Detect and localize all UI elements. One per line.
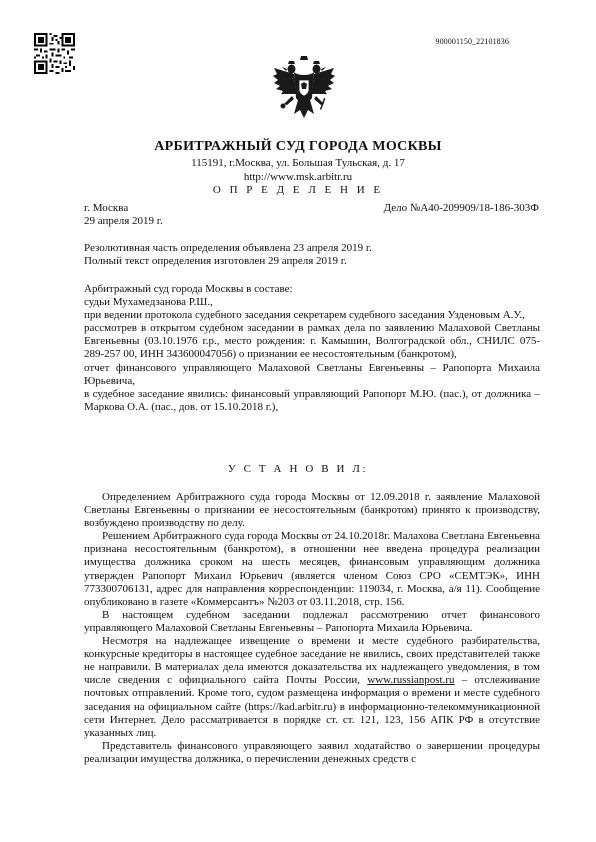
composition-paragraph: отчет финансового управляющего Малаховой Светланы Евгеньевны – Рапопорта Михаила Юрьевича,	[84, 361, 540, 387]
composition-paragraph: судьи Мухамедзанова Р.Ш.,	[84, 296, 213, 309]
document-type-title: О П Р Е Д Е Л Е Н И Е	[212, 184, 384, 196]
composition-paragraph: рассмотрев в открытом судебном заседании в рамках дела по заявлению Малаховой Светланы Евгеньевны (03.10.1976 г.р., место рождения: г. Камышин, Волгоградской обл., СНИЛС 075- 289-257 00, ИНН 343600047056) о признании ее несостоятельным (банкротом),	[84, 322, 540, 361]
court-composition-section	[84, 283, 540, 414]
paragraph-text: Несмотря на надлежащее извещение о времени и месте судебного разбирательства, конкурсные кредиторы в настоящее судебное заседание не явились, своих представителей также не направили. В материалах дела имеются доказательства их надлежащего уведомления, в том числе сведения с официального сайта Почты России,	[84, 635, 540, 687]
court-address: 115191, г.Москва, ул. Большая Тульская, д. 17	[191, 157, 405, 169]
resolution-announced-line: Резолютивная часть определения объявлена 23 апреля 2019 г.	[84, 242, 372, 254]
paragraph-text: – отслеживание почтовых отправлений. Кроме того, судом размещена информация о времени и месте судебного заседания на официальном сайте (https://kad.arbitr.ru) в информационно-телекоммуникационной сети Интернет. Дело рассматривается в порядке ст. ст. 121, 123, 156 АПК РФ в отсутствие указанных лиц.	[84, 674, 540, 739]
composition-paragraph: Арбитражный суд города Москвы в составе:	[84, 283, 293, 295]
document-city: г. Москва	[84, 202, 129, 214]
body-paragraph: Решением Арбитражного суда города Москвы от 24.10.2018г. Малахова Светлана Евгеньевна признана несостоятельным (банкротом), в отношении нее введена процедура реализации имущества должника сроком на шесть месяцев, финансовым управляющим должника утвержден Рапопорт Михаил Юрьевич (является членом Союз СРО «СЕМТЭК», ИНН 773300706131, адрес для направления корреспонденции: 119034, г. Москва, а/я 11). Сообщение опубликовано в газете «Коммерсантъ» №203 от 03.11.2018, стр. 156.	[84, 530, 540, 608]
established-heading: У С Т А Н О В И Л:	[227, 463, 369, 475]
established-section	[84, 491, 540, 766]
case-number: Дело №А40-209909/18-186-303Ф	[383, 202, 539, 214]
court-website: http://www.msk.arbitr.ru	[243, 171, 353, 183]
qr-code	[34, 33, 75, 74]
body-paragraph	[84, 635, 540, 740]
document-date: 29 апреля 2019 г.	[84, 215, 163, 227]
document-number: 900001150_22101836	[435, 37, 509, 46]
full-text-made-line: Полный текст определения изготовлен 29 апреля 2019 г.	[84, 255, 347, 267]
composition-paragraph: при ведении протокола судебного заседания секретарем судебного заседания Узденовым А.У.,	[84, 309, 525, 322]
court-name-heading: АРБИТРАЖНЫЙ СУД ГОРОДА МОСКВЫ	[154, 139, 442, 154]
body-paragraph: Определением Арбитражного суда города Москвы от 12.09.2018 г. заявление Малаховой Светланы Евгеньевны о признании ее несостоятельным (банкротом) принято к производству, возбуждено производству по делу.	[84, 491, 540, 530]
composition-paragraph: в судебное заседание явились: финансовый управляющий Рапопорт М.Ю. (пас.), от должника – Маркова О.А. (пас., дов. от 15.10.2018 г.),	[84, 387, 540, 413]
body-paragraph: В настоящем судебном заседании подлежал рассмотрению отчет финансового управляющего Малаховой Светланы Евгеньевны – Рапопорта Михаила Юрьевича.	[84, 608, 540, 634]
russianpost-link[interactable]: www.russianpost.ru	[367, 674, 455, 687]
coat-of-arms-emblem	[272, 54, 336, 124]
body-paragraph: Представитель финансового управляющего заявил ходатайство о завершении процедуры реализации имущества должника, о перечислении денежных средств с	[84, 739, 540, 765]
